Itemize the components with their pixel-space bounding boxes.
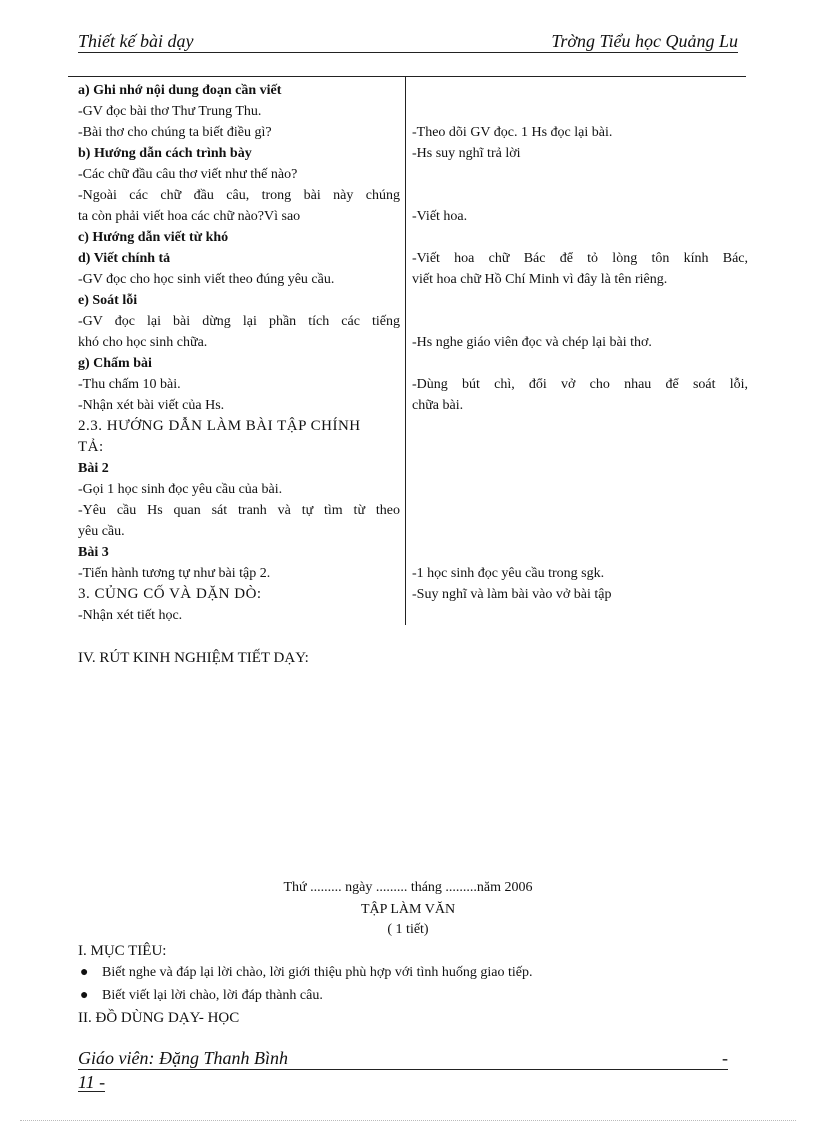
student-activity-line <box>412 290 748 311</box>
student-activities-column <box>412 80 748 626</box>
teacher-activity-line: -Nhận xét bài viết của Hs. <box>78 398 225 413</box>
teacher-activity-line: e) Soát lỗi <box>78 293 138 308</box>
teacher-activity-line: -Thu chấm 10 bài. <box>78 377 181 392</box>
lesson-title: TẬP LÀM VĂN <box>360 902 456 917</box>
header-left-title: Thiết kế bài dạy <box>78 31 194 51</box>
student-activity-line: -Hs nghe giáo viên đọc và chép lại bài thơ. <box>412 335 652 350</box>
teacher-activity-line: yêu cầu. <box>78 524 125 539</box>
teacher-activity-line: Bài 3 <box>78 545 109 560</box>
student-activity-line: -Dùng bút chì, đổi vở cho nhau để soát lỗi, <box>412 377 748 392</box>
teacher-activity-line: -Các chữ đầu câu thơ viết như thế nào? <box>78 167 298 182</box>
objective-bullet-1 <box>80 965 533 981</box>
student-activity-line: -Hs suy nghĩ trả lời <box>412 146 521 161</box>
teacher-activity-line: b) Hướng dẫn cách trình bày <box>78 146 252 161</box>
student-activity-line <box>412 500 748 521</box>
section-iv-heading: IV. RÚT KINH NGHIỆM TIẾT DẠY: <box>78 650 309 666</box>
teacher-activity-line: -Tiến hành tương tự như bài tập 2. <box>78 566 271 581</box>
student-activity-line: -Viết hoa chữ Bác để tỏ lòng tôn kính Bác, <box>412 251 748 266</box>
teacher-activity-line: Bài 2 <box>78 461 109 476</box>
objective-bullet-2 <box>80 988 323 1004</box>
teacher-activity-line: -Ngoài các chữ đầu câu, trong bài này chúng <box>78 188 400 203</box>
student-activity-line <box>412 353 748 374</box>
table-top-border <box>68 76 746 77</box>
objective-text-2: Biết viết lại lời chào, lời đáp thành câu. <box>102 988 323 1003</box>
student-activity-line: -1 học sinh đọc yêu cầu trong sgk. <box>412 566 605 581</box>
teacher-activity-line: -GV đọc cho học sinh viết theo đúng yêu cầu. <box>78 272 335 287</box>
student-activity-line <box>412 542 748 563</box>
footer-dash: - <box>722 1048 728 1068</box>
header-right-school: Trờng Tiểu học Quảng Lu <box>551 31 738 51</box>
page-footer <box>78 1049 728 1070</box>
date-line: Thứ ......... ngày ......... tháng .........năm 2006 <box>283 880 533 895</box>
table-column-divider <box>405 77 406 625</box>
student-activity-line <box>412 311 748 332</box>
section-ii-heading: II. ĐỒ DÙNG DẠY- HỌC <box>78 1010 240 1026</box>
teacher-activity-line: a) Ghi nhớ nội dung đoạn cần viết <box>78 83 282 98</box>
teacher-activity-line: -Gọi 1 học sinh đọc yêu cầu của bài. <box>78 482 283 497</box>
teacher-activity-line: d) Viết chính tả <box>78 251 171 266</box>
bullet-icon: ● <box>80 988 89 1003</box>
teacher-activity-line: -Yêu cầu Hs quan sát tranh và tự tìm từ theo <box>78 503 400 518</box>
footer-teacher-name: Giáo viên: Đặng Thanh Bình <box>78 1048 288 1068</box>
teacher-activity-line: -Nhận xét tiết học. <box>78 608 183 623</box>
student-activity-line <box>412 605 748 626</box>
teacher-activity-line: ta còn phải viết hoa các chữ nào?Vì sao <box>78 209 301 224</box>
lesson-period: ( 1 tiết) <box>387 922 429 937</box>
student-activity-line <box>412 101 748 122</box>
page-number: 11 - <box>78 1072 106 1092</box>
page-header <box>78 30 738 53</box>
teacher-activity-line: 2.3. HƯỚNG DẪN LÀM BÀI TẬP CHÍNH <box>78 418 361 434</box>
student-activity-line <box>412 437 748 458</box>
student-activity-line: -Viết hoa. <box>412 209 468 224</box>
student-activity-line <box>412 227 748 248</box>
teacher-activity-line: g) Chấm bài <box>78 356 152 371</box>
page-bottom-edge <box>20 1120 796 1121</box>
student-activity-line <box>412 458 748 479</box>
teacher-activity-line: -Bài thơ cho chúng ta biết điều gì? <box>78 125 272 140</box>
section-i-heading: I. MỤC TIÊU: <box>78 943 167 959</box>
student-activity-line <box>412 80 748 101</box>
student-activity-line <box>412 164 748 185</box>
student-activity-line <box>412 416 748 437</box>
teacher-activity-line: 3. CỦNG CỐ VÀ DẶN DÒ: <box>78 586 262 602</box>
teacher-activity-line: khó cho học sinh chữa. <box>78 335 208 350</box>
student-activity-line: -Suy nghĩ và làm bài vào vở bài tập <box>412 587 612 602</box>
student-activity-line: chữa bài. <box>412 398 464 413</box>
teacher-activities-column <box>78 80 400 626</box>
student-activity-line <box>412 185 748 206</box>
student-activity-line: viết hoa chữ Hồ Chí Minh vì đây là tên riêng. <box>412 272 668 287</box>
teacher-activity-line: -GV đọc lại bài dừng lại phần tích các tiếng <box>78 314 400 329</box>
teacher-activity-line: -GV đọc bài thơ Thư Trung Thu. <box>78 104 262 119</box>
student-activity-line: -Theo dõi GV đọc. 1 Hs đọc lại bài. <box>412 125 613 140</box>
bullet-icon: ● <box>80 965 89 980</box>
teacher-activity-line: TẢ: <box>78 439 104 455</box>
student-activity-line <box>412 521 748 542</box>
teacher-activity-line: c) Hướng dẫn viết từ khó <box>78 230 229 245</box>
objective-text-1: Biết nghe và đáp lại lời chào, lời giới thiệu phù hợp với tình huống giao tiếp. <box>102 965 533 980</box>
student-activity-line <box>412 479 748 500</box>
